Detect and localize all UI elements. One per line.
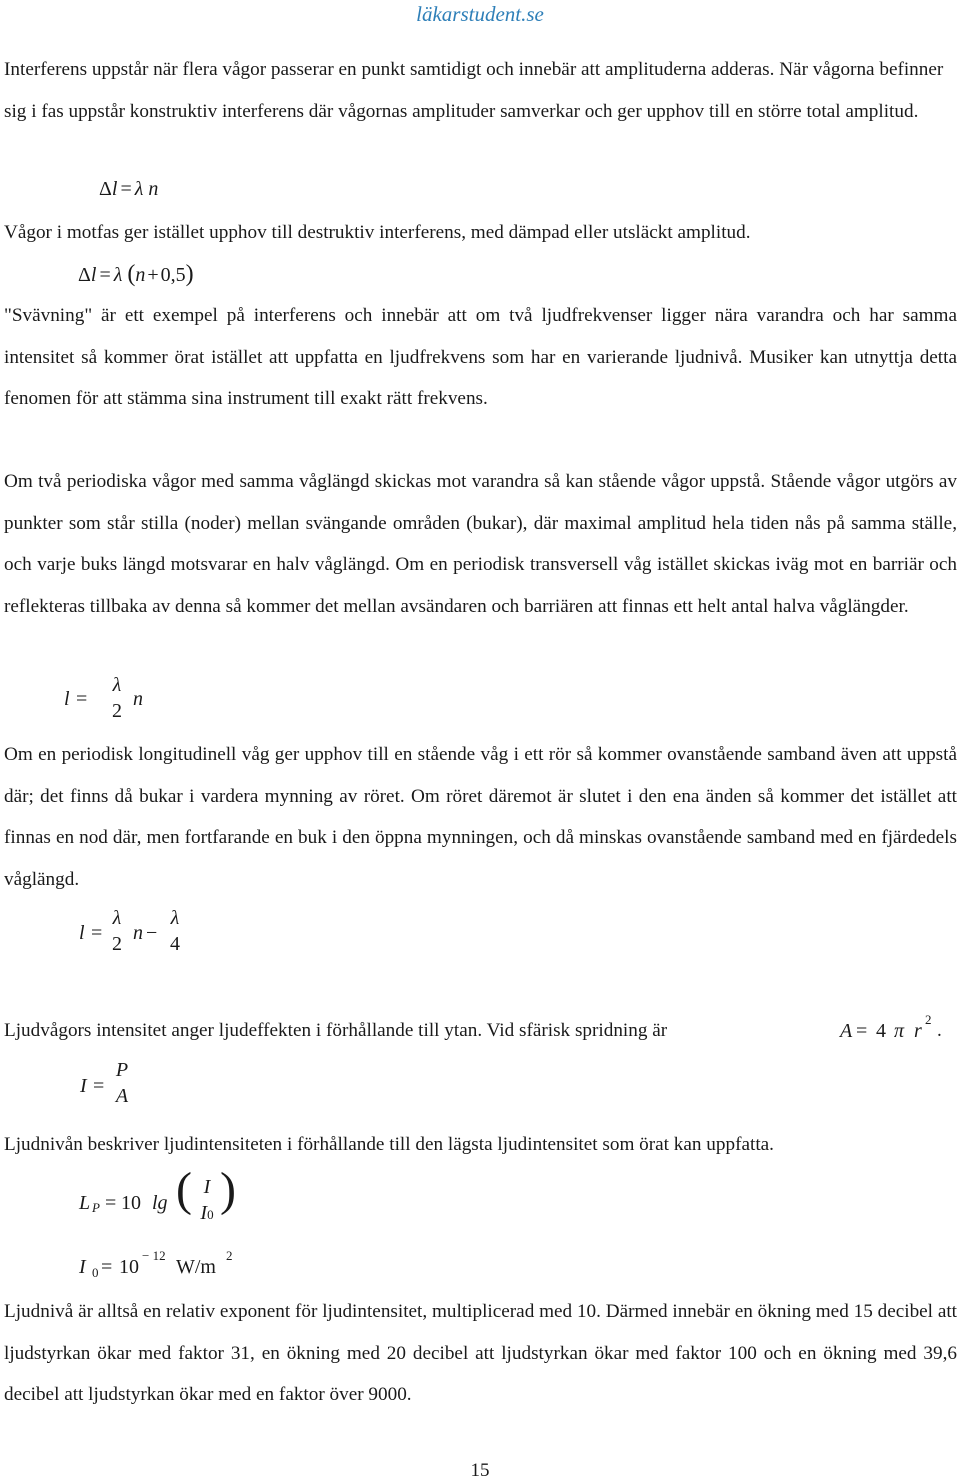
page-number: 15 — [470, 1460, 490, 1481]
site-header: läkarstudent.se — [416, 2, 544, 26]
paragraph-decibel: Ljudnivå är alltså en relativ exponent för ljudintensitet, multiplicerad med 10. Därmed innebär en ökning med 15 decibel att ljudstyrkan ökar med faktor 31, en ökning med 20 decibel att ljudstyrkan ökar med faktor 100 och en ökning med 39,6 decibel att ljudstyrkan ökar med en faktor över 9000. — [4, 1301, 957, 1406]
paragraph-sound-level: Ljudnivån beskriver ljudintensiteten i förhållande till den lägsta ljudintensitet som örat kan uppfatta. — [4, 1134, 774, 1155]
paragraph-tube: Om en periodisk longitudinell våg ger upphov till en stående våg i ett rör så kommer ovanstående samband även att uppstå där; det finns då bukar i vardera mynning av röret. Om röret däremot är slutet i den ena änden så kommer det istället att finnas en nod där, men fortfarande en buk i den öppna mynningen, och då minskas ovanstående samband med en fjärdedels våglängd. — [4, 744, 957, 890]
paragraph-standing-waves: Om två periodiska vågor med samma våglängd skickas mot varandra så kan stående vågor uppstå. Stående vågor utgörs av punkter som står stilla (noder) mellan svängande områden (bukar), där maximal amplitud hela tiden nås på samma ställe, och varje buks längd motsvarar en halv våglängd. Om en periodisk transversell våg istället skickas iväg mot en barriär och reflekteras tillbaka av denna så kommer det mellan avsändaren och barriären att finnas ett helt antal halva våglängder. — [4, 471, 957, 617]
equation-destructive: Δl = λ (n + 0,5) — [78, 261, 194, 287]
paragraph-beats: "Svävning" är ett exempel på interferens och innebär att om två ljudfrekvenser ligger nära varandra och har samma intensitet så kommer örat istället att uppfatta en ljudfrekvens som har en varierande ljudnivå. Musiker kan utnyttja detta fenomen för att stämma sina instrument till exakt rätt frekvens. — [4, 305, 957, 410]
paragraph-destructive: Vågor i motfas ger istället upphov till destruktiv interferens, med dämpad eller utsläckt amplitud. — [4, 222, 751, 243]
paragraph-interference: Interferens uppstår när flera vågor passerar en punkt samtidigt och innebär att amplituderna adderas. När vågorna befinner sig i fas uppstår konstruktiv interferens där vågornas amplituder samverkar och ger upphov till en större total amplitud. — [4, 59, 944, 122]
equation-constructive: Δl = λ n — [99, 178, 159, 200]
